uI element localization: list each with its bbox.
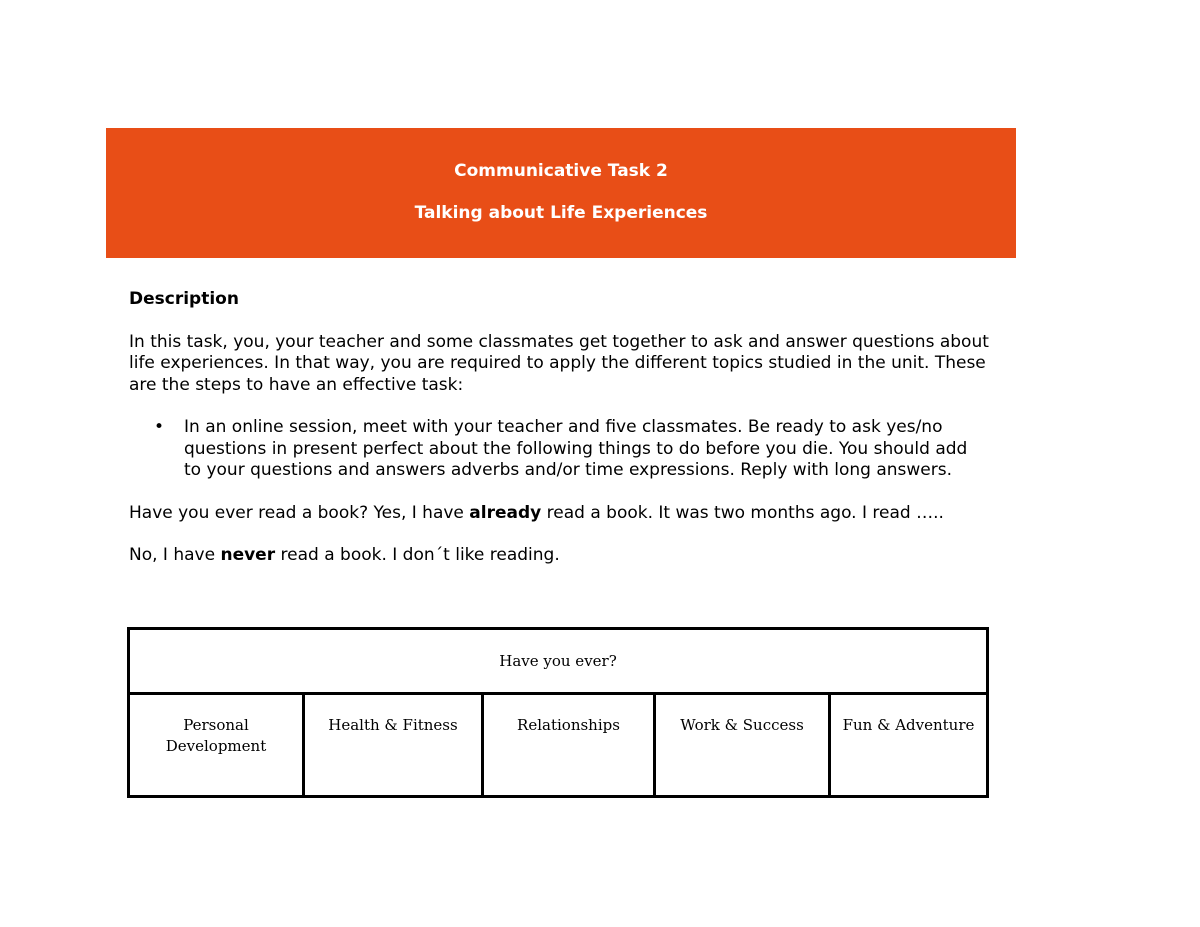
description-intro: In this task, you, your teacher and some classmates get together to ask and answer questions about life experiences. In that way, you are required to apply the different topics studied in the unit. These are the steps to have an effective task: bbox=[129, 331, 989, 395]
task-subtitle: Talking about Life Experiences bbox=[414, 203, 708, 223]
example-no-adverb: never bbox=[220, 545, 276, 565]
example-no-end: read a book. I don´t like reading. bbox=[275, 545, 560, 565]
topic-fun-adventure: Fun & Adventure bbox=[830, 694, 988, 797]
topic-relationships: Relationships bbox=[483, 694, 655, 797]
example-yes-start: Have you ever read a book? Yes, I have bbox=[129, 502, 470, 523]
step-text: In an online session, meet with your teacher and five classmates. Be ready to ask yes/no questions in present perfect about the following things to do before you die. You should add to your questions and answers adverbs and/or time expressions. Reply with long answers. bbox=[184, 417, 968, 480]
topic-work-success: Work & Success bbox=[655, 694, 830, 797]
task-title: Communicative Task 2 bbox=[454, 161, 668, 181]
topics-table bbox=[127, 627, 989, 798]
topic-personal-development: Personal Development bbox=[129, 694, 304, 797]
example-yes-adverb: already bbox=[469, 502, 542, 523]
bullet-icon: • bbox=[154, 417, 165, 437]
example-yes-end: read a book. It was two months ago. I read ….. bbox=[541, 502, 944, 523]
table-row bbox=[129, 694, 988, 797]
description-section bbox=[129, 289, 999, 567]
example-yes-answer bbox=[129, 503, 999, 525]
example-no-answer bbox=[129, 545, 999, 567]
list-item bbox=[154, 417, 989, 482]
steps-list bbox=[129, 417, 989, 482]
title-banner bbox=[106, 128, 1016, 258]
example-no-start: No, I have bbox=[129, 545, 221, 565]
table-header-cell: Have you ever? bbox=[129, 629, 988, 694]
topic-health-fitness: Health & Fitness bbox=[304, 694, 483, 797]
description-heading: Description bbox=[129, 289, 239, 309]
table-header-row bbox=[129, 629, 988, 694]
